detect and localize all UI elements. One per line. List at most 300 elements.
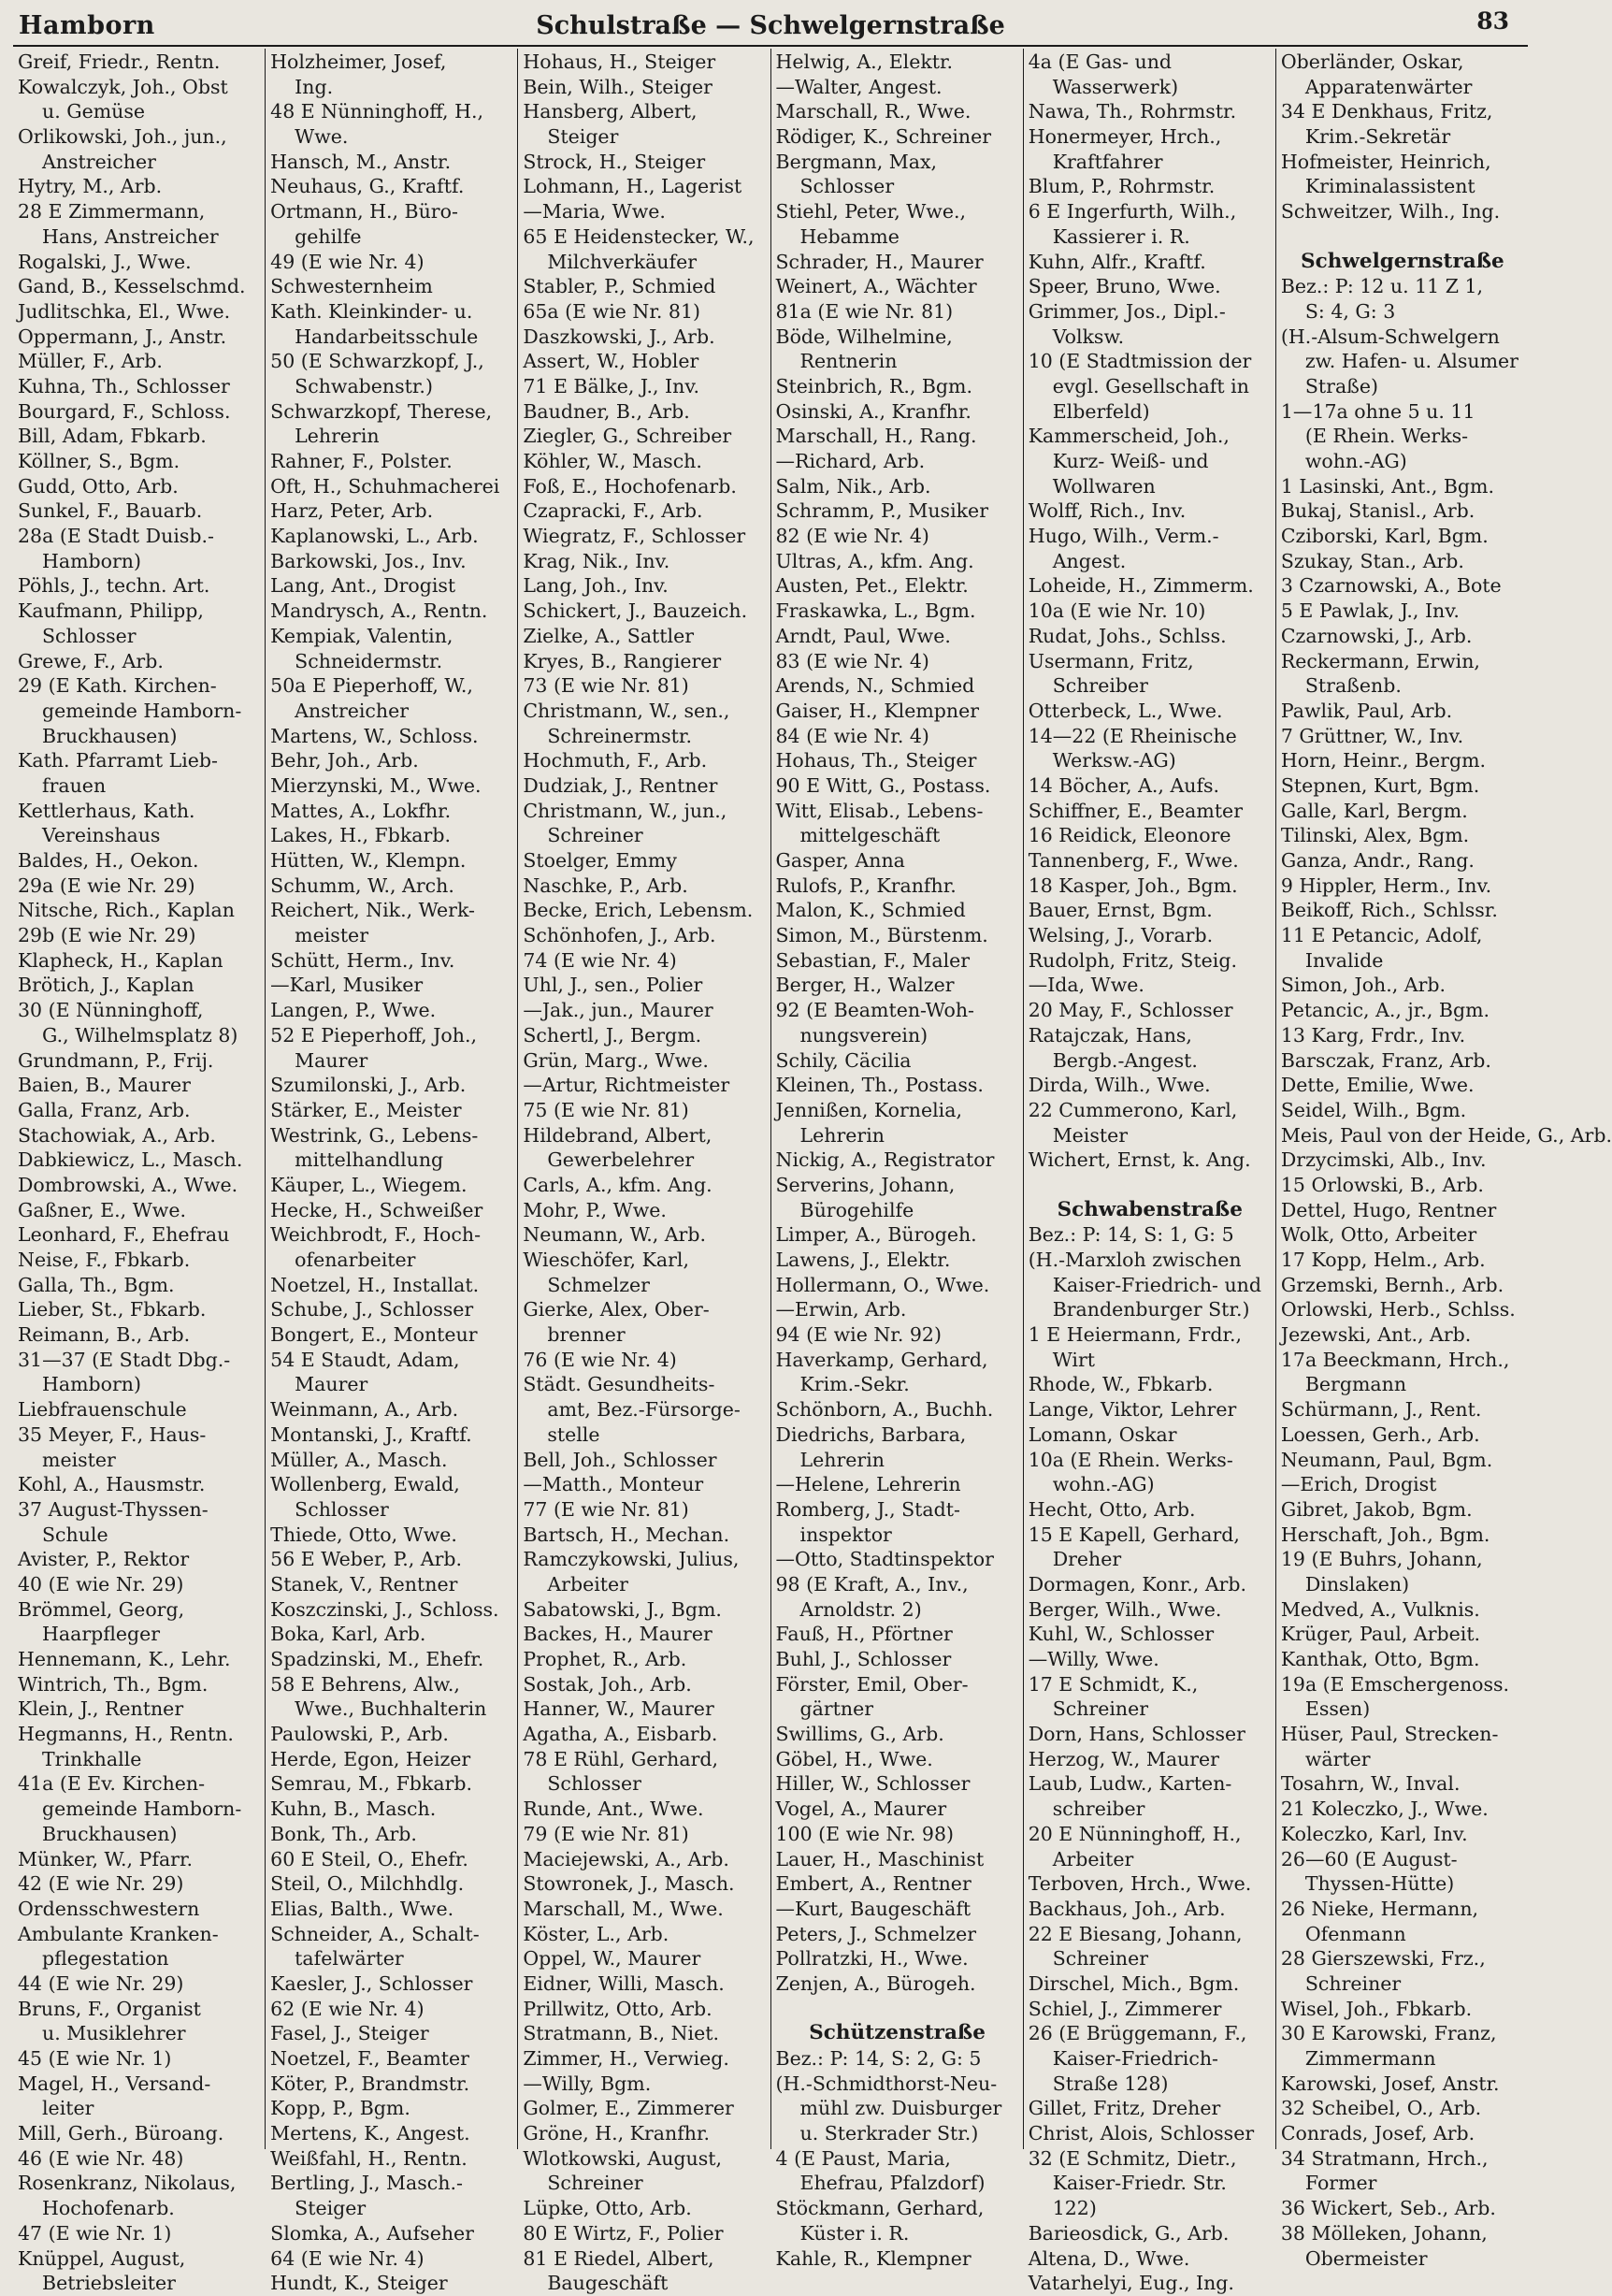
entry-continuation: Thyssen-Hütte) — [1304, 1872, 1455, 1896]
directory-entry: 26—60 (E August- — [1280, 1847, 1458, 1870]
directory-entry: Stratmann, B., Niet. — [523, 2022, 719, 2045]
directory-entry: 48 E Nünninghoff, H., — [270, 100, 484, 123]
entry-continuation: 122) — [1052, 2197, 1097, 2220]
directory-entry: Rahner, F., Polster. — [270, 450, 453, 472]
directory-entry: Herschaft, Joh., Bgm. — [1280, 1523, 1490, 1546]
directory-entry: Ambulante Kranken- — [18, 1922, 219, 1945]
directory-entry: Maciejewski, A., Arb. — [523, 1847, 729, 1870]
entry-continuation: Schreiner — [1304, 1971, 1402, 1995]
directory-entry: Bill, Adam, Fbkarb. — [18, 425, 207, 448]
directory-entry: Dabkiewicz, L., Masch. — [18, 1148, 243, 1172]
directory-entry: Wolff, Rich., Inv. — [1028, 499, 1187, 523]
directory-entry: Swillims, G., Arb. — [775, 1723, 944, 1746]
directory-entry: Sebastian, F., Maler — [775, 948, 971, 972]
directory-entry: Kammerscheid, Joh., — [1028, 425, 1230, 448]
directory-entry: Schube, J., Schlosser — [270, 1298, 474, 1321]
directory-entry: Ortmann, H., Büro- — [270, 200, 458, 224]
entry-continuation: Straße) — [1304, 374, 1378, 397]
directory-entry: 22 E Biesang, Johann, — [1028, 1922, 1243, 1945]
entry-continuation: Angest. — [1052, 549, 1127, 572]
directory-entry: 18 Kasper, Joh., Bgm. — [1028, 874, 1238, 897]
directory-entry: Bongert, E., Monteur — [270, 1323, 478, 1347]
entry-continuation: Maurer — [295, 1048, 368, 1072]
entry-continuation: Kaiser-Friedrich- und — [1052, 1273, 1262, 1296]
entry-continuation: Trinkhalle — [42, 1747, 142, 1770]
directory-entry: —Willy, Wwe. — [1028, 1648, 1159, 1670]
directory-entry: Förster, Emil, Ober- — [775, 1672, 969, 1696]
directory-entry: Lang, Joh., Inv. — [523, 574, 669, 598]
directory-entry: Herzog, W., Maurer — [1028, 1747, 1219, 1770]
directory-entry: 14 Böcher, A., Aufs. — [1028, 773, 1220, 797]
directory-entry: 80 E Wirtz, F., Polier — [523, 2221, 724, 2245]
directory-entry: Weichbrodt, F., Hoch- — [270, 1223, 482, 1247]
directory-entry: Barieosdick, G., Arb. — [1028, 2221, 1230, 2245]
directory-entry: 65 E Heidenstecker, W., — [523, 224, 755, 248]
directory-entry: Terboven, Hrch., Wwe. — [1028, 1872, 1252, 1896]
directory-entry: Dettel, Hugo, Rentner — [1280, 1198, 1497, 1221]
directory-entry: Czarnowski, J., Arb. — [1280, 624, 1473, 647]
directory-entry: Wollenberg, Ewald, — [270, 1473, 460, 1496]
directory-entry: Grimmer, Jos., Dipl.- — [1028, 299, 1226, 323]
entry-continuation: Brandenburger Str.) — [1052, 1298, 1250, 1321]
directory-entry: 20 May, F., Schlosser — [1028, 999, 1233, 1022]
directory-entry: 20 E Nünninghoff, H., — [1028, 1822, 1242, 1845]
directory-entry: Hansberg, Albert, — [523, 100, 698, 123]
directory-entry: Ziegler, G., Schreiber — [523, 425, 732, 448]
directory-entry: Weinmann, A., Arb. — [270, 1398, 459, 1422]
entry-continuation: Haarpfleger — [42, 1623, 161, 1646]
entry-continuation: Steiger — [295, 2197, 367, 2220]
directory-entry: Hochmuth, F., Arb. — [523, 749, 708, 773]
directory-entry: Kuhna, Th., Schlosser — [18, 374, 230, 397]
directory-entry: Kuhn, B., Masch. — [270, 1798, 437, 1821]
directory-entry: Noetzel, F., Beamter — [270, 2047, 469, 2070]
directory-entry: Kettlerhaus, Kath. — [18, 799, 195, 822]
directory-entry: Marschall, M., Wwe. — [523, 1897, 724, 1920]
directory-entry: 77 (E wie Nr. 81) — [523, 1497, 689, 1521]
directory-entry: Wiegratz, F., Schlosser — [523, 525, 746, 548]
entry-continuation: frauen — [42, 773, 107, 797]
directory-entry: Leonhard, F., Ehefrau — [18, 1223, 230, 1247]
entry-continuation: amt, Bez.-Fürsorge- — [547, 1398, 741, 1422]
entry-continuation: Kaiser-Friedrich- — [1052, 2047, 1218, 2070]
directory-entry: Wintrich, Th., Bgm. — [18, 1672, 209, 1696]
directory-entry: 34 E Denkhaus, Fritz, — [1280, 100, 1493, 123]
directory-entry: 36 Wickert, Seb., Arb. — [1280, 2197, 1496, 2220]
directory-entry: Rulofs, P., Kranfhr. — [775, 874, 957, 897]
directory-entry: Städt. Gesundheits- — [523, 1373, 715, 1396]
directory-entry: Blum, P., Rohrmstr. — [1028, 175, 1216, 198]
directory-entry: Schumm, W., Arch. — [270, 874, 454, 897]
directory-columns — [13, 49, 1612, 2295]
directory-entry: Hütten, W., Klempn. — [270, 849, 467, 872]
entry-continuation: brenner — [547, 1323, 626, 1347]
directory-entry: Böde, Wilhelmine, — [775, 325, 953, 348]
directory-entry: Paulowski, P., Arb. — [270, 1723, 449, 1746]
column-1 — [13, 49, 265, 2295]
directory-entry: Stowronek, J., Masch. — [523, 1872, 735, 1896]
directory-entry: Avister, P., Rektor — [18, 1548, 190, 1571]
directory-entry: Pollratzki, H., Wwe. — [775, 1947, 969, 1971]
directory-entry: Fraskawka, L., Bgm. — [775, 599, 976, 623]
directory-entry: 19a (E Emschergenoss. — [1280, 1672, 1510, 1696]
directory-entry: Oberländer, Oskar, — [1280, 51, 1464, 73]
directory-entry: Schönhofen, J., Arb. — [523, 924, 716, 947]
directory-entry: Schweitzer, Wilh., Ing. — [1280, 200, 1501, 224]
directory-entry: Haverkamp, Gerhard, — [775, 1348, 988, 1371]
directory-entry: 79 (E wie Nr. 81) — [523, 1822, 689, 1845]
directory-entry: Semrau, M., Fbkarb. — [270, 1772, 473, 1796]
directory-entry: Slomka, A., Aufseher — [270, 2221, 474, 2245]
directory-entry: Baudner, B., Arb. — [523, 399, 690, 423]
directory-entry: Gaiser, H., Klempner — [775, 699, 980, 722]
directory-entry: Petancic, A., jr., Bgm. — [1280, 999, 1490, 1022]
directory-entry: 100 (E wie Nr. 98) — [775, 1822, 954, 1845]
directory-entry: Schönborn, A., Buchh. — [775, 1398, 994, 1422]
entry-continuation: Schneidermstr. — [295, 649, 443, 672]
directory-entry: Knüppel, August, — [18, 2246, 186, 2270]
directory-entry: Köter, P., Brandmstr. — [270, 2072, 470, 2095]
entry-continuation: Kassierer i. R. — [1052, 224, 1190, 248]
directory-entry: Münker, W., Pfarr. — [18, 1847, 194, 1870]
directory-entry: Serverins, Johann, — [775, 1173, 956, 1196]
directory-entry: Harz, Peter, Arb. — [270, 499, 434, 523]
directory-entry: Stiehl, Peter, Wwe., — [775, 200, 967, 224]
directory-entry: Westrink, G., Lebens- — [270, 1123, 479, 1147]
directory-entry: 1 E Heiermann, Frdr., — [1028, 1323, 1243, 1347]
directory-entry: (H.-Alsum-Schwelgern — [1280, 325, 1500, 348]
directory-entry: 78 E Rühl, Gerhard, — [523, 1747, 719, 1770]
entry-continuation: Straße 128) — [1052, 2072, 1169, 2095]
directory-entry: 94 (E wie Nr. 92) — [775, 1323, 942, 1347]
entry-continuation: Meister — [1052, 1123, 1129, 1147]
directory-entry: 30 (E Nünninghoff, — [18, 999, 204, 1022]
column-6 — [1275, 49, 1612, 2270]
directory-entry: —Matth., Monteur — [523, 1473, 704, 1496]
directory-entry: Diedrichs, Barbara, — [775, 1422, 967, 1446]
entry-continuation: Wollwaren — [1052, 474, 1156, 498]
entry-continuation: wohn.-AG) — [1052, 1473, 1155, 1496]
directory-entry: Kempiak, Valentin, — [270, 624, 453, 647]
directory-entry: Kuhn, Alfr., Kraftf. — [1028, 250, 1206, 273]
entry-continuation: Lehrerin — [799, 1448, 885, 1471]
column-2 — [265, 49, 517, 2295]
entry-continuation: Obermeister — [1304, 2246, 1428, 2270]
directory-entry: Ultras, A., kfm. Ang. — [775, 549, 974, 572]
entry-continuation: schreiber — [1052, 1798, 1145, 1821]
directory-entry: Köster, L., Arb. — [523, 1922, 669, 1945]
entry-continuation: Bergb.-Angest. — [1052, 1048, 1198, 1072]
entry-continuation: wohn.-AG) — [1304, 450, 1407, 472]
directory-entry: —Ida, Wwe. — [1028, 974, 1144, 997]
directory-entry: Ordensschwestern — [18, 1897, 200, 1920]
entry-continuation: Hamborn) — [42, 1373, 142, 1396]
directory-entry: Oft, H., Schuhmacherei — [270, 474, 500, 498]
entry-continuation: Hamborn) — [42, 549, 142, 572]
directory-entry: Hohaus, H., Steiger — [523, 51, 716, 73]
entry-continuation: mühl zw. Duisburger — [799, 2097, 1002, 2120]
directory-entry: Prophet, R., Arb. — [523, 1648, 687, 1670]
entry-continuation: Bruckhausen) — [42, 1822, 178, 1845]
directory-entry: Nawa, Th., Rohrmstr. — [1028, 100, 1237, 123]
directory-entry: 32 (E Schmitz, Dietr., — [1028, 2146, 1237, 2170]
directory-entry: 21 Koleczko, J., Wwe. — [1280, 1798, 1489, 1821]
directory-entry: Osinski, A., Kranfhr. — [775, 399, 972, 423]
entry-continuation: Lehrerin — [799, 1123, 885, 1147]
directory-entry: Tosahrn, W., Inval. — [1280, 1772, 1461, 1796]
directory-entry: Christmann, W., jun., — [523, 799, 727, 822]
entry-continuation: Baugeschäft — [547, 2272, 669, 2295]
directory-entry: Becke, Erich, Lebensm. — [523, 899, 754, 922]
directory-entry: Gaßner, E., Wwe. — [18, 1198, 186, 1221]
directory-entry: 7 Grüttner, W., Inv. — [1280, 724, 1464, 747]
directory-entry: Prillwitz, Otto, Arb. — [523, 1997, 712, 2020]
directory-entry: Bez.: P: 14, S: 2, G: 5 — [775, 2047, 982, 2070]
directory-entry: 71 E Bälke, J., Inv. — [523, 374, 699, 397]
directory-entry: Bukaj, Stanisl., Arb. — [1280, 499, 1475, 523]
entry-continuation: Kaiser-Friedr. Str. — [1052, 2172, 1227, 2195]
directory-entry: Stachowiak, A., Arb. — [18, 1123, 216, 1147]
spacer — [1281, 224, 1524, 250]
directory-entry: 45 (E wie Nr. 1) — [18, 2047, 172, 2070]
directory-entry: Koszczinski, J., Schloss. — [270, 1597, 499, 1621]
directory-entry: Sabatowski, J., Bgm. — [523, 1597, 722, 1621]
directory-entry: 82 (E wie Nr. 4) — [775, 525, 929, 548]
directory-entry: Malon, K., Schmied — [775, 899, 966, 922]
directory-entry: 75 (E wie Nr. 81) — [523, 1098, 689, 1121]
directory-entry: Orlikowski, Joh., jun., — [18, 125, 227, 149]
directory-entry: Bein, Wilh., Steiger — [523, 75, 712, 98]
directory-entry: Stabler, P., Schmied — [523, 275, 716, 298]
directory-entry: 81 E Riedel, Albert, — [523, 2246, 714, 2270]
directory-entry: Berger, Wilh., Wwe. — [1028, 1597, 1222, 1621]
directory-entry: Zimmer, H., Verwieg. — [523, 2047, 729, 2070]
directory-entry: Oppel, W., Maurer — [523, 1947, 701, 1971]
directory-entry: Laub, Ludw., Karten- — [1028, 1772, 1232, 1796]
directory-entry: —Erich, Drogist — [1280, 1473, 1437, 1496]
directory-entry: Karowski, Josef, Anstr. — [1280, 2072, 1500, 2095]
directory-entry: 50a E Pieperhoff, W., — [270, 674, 473, 698]
directory-entry: Bez.: P: 14, S: 1, G: 5 — [1028, 1223, 1234, 1247]
directory-entry: Rödiger, K., Schreiner — [775, 125, 992, 149]
street-heading: Schwelgernstraße — [1301, 249, 1504, 273]
directory-entry: 38 Mölleken, Johann, — [1280, 2221, 1488, 2245]
entry-continuation: gemeinde Hamborn- — [42, 699, 242, 722]
directory-entry: Mill, Gerh., Büroang. — [18, 2122, 224, 2145]
directory-entry: Stärker, E., Meister — [270, 1098, 462, 1121]
directory-entry: Strock, H., Steiger — [523, 150, 706, 173]
directory-entry: Galla, Franz, Arb. — [18, 1098, 191, 1121]
directory-entry: Käuper, L., Wiegem. — [270, 1173, 468, 1196]
directory-entry: Medved, A., Vulknis. — [1280, 1597, 1480, 1621]
directory-entry: Schütt, Herm., Inv. — [270, 948, 455, 972]
directory-entry: (H.-Schmidthorst-Neu- — [775, 2072, 998, 2095]
directory-entry: Neuhaus, G., Kraftf. — [270, 175, 465, 198]
directory-entry: 14—22 (E Rheinische — [1028, 724, 1237, 747]
directory-entry: Bruns, F., Organist — [18, 1997, 201, 2020]
directory-entry: 15 Orlowski, B., Arb. — [1280, 1173, 1484, 1196]
directory-entry: 30 E Karowski, Franz, — [1280, 2022, 1497, 2045]
spacer — [776, 1997, 1019, 2022]
directory-entry: 4a (E Gas- und — [1028, 51, 1173, 73]
entry-continuation: Schreiner — [1052, 1947, 1149, 1971]
directory-entry: Klein, J., Rentner — [18, 1697, 184, 1721]
directory-entry: Assert, W., Hobler — [523, 350, 699, 373]
directory-entry: Buhl, J., Schlosser — [775, 1648, 952, 1670]
directory-entry: —Karl, Musiker — [270, 974, 424, 997]
header-rule — [13, 45, 1528, 47]
entry-continuation: Krim.-Sekr. — [799, 1373, 910, 1396]
directory-entry: Dormagen, Konr., Arb. — [1028, 1572, 1247, 1596]
directory-entry: Golmer, E., Zimmerer — [523, 2097, 734, 2120]
directory-entry: Grzemski, Bernh., Arb. — [1280, 1273, 1504, 1296]
directory-entry: Kaplanowski, L., Arb. — [270, 525, 479, 548]
directory-entry: Daszkowski, J., Arb. — [523, 325, 715, 348]
directory-entry: Schwarzkopf, Therese, — [270, 399, 493, 423]
entry-continuation: mittelhandlung — [295, 1148, 444, 1172]
directory-entry: Salm, Nik., Arb. — [775, 474, 931, 498]
entry-continuation: Steiger — [547, 125, 619, 149]
directory-entry: Kleinen, Th., Postass. — [775, 1074, 984, 1097]
directory-entry: Mierzynski, M., Wwe. — [270, 773, 482, 797]
directory-entry: 10 (E Stadtmission der — [1028, 350, 1252, 373]
directory-entry: Brötich, J., Kaplan — [18, 974, 194, 997]
entry-continuation: Schmelzer — [547, 1273, 650, 1296]
directory-entry: Rudolph, Fritz, Steig. — [1028, 948, 1237, 972]
entry-continuation: Dinslaken) — [1304, 1572, 1410, 1596]
directory-entry: Seidel, Wilh., Bgm. — [1280, 1098, 1467, 1121]
directory-entry: 37 August-Thyssen- — [18, 1497, 209, 1521]
directory-entry: Carls, A., kfm. Ang. — [523, 1173, 712, 1196]
entry-continuation: G., Wilhelmsplatz 8) — [42, 1023, 238, 1047]
directory-entry: 50 (E Schwarzkopf, J., — [270, 350, 484, 373]
entry-continuation: u. Gemüse — [42, 100, 146, 123]
directory-entry: Greif, Friedr., Rentn. — [18, 51, 221, 73]
entry-continuation: Kraftfahrer — [1052, 150, 1163, 173]
directory-entry: Schrader, H., Maurer — [775, 250, 984, 273]
entry-continuation: Arnoldstr. 2) — [799, 1597, 922, 1621]
entry-continuation: Vereinshaus — [42, 824, 161, 847]
directory-entry: Lang, Ant., Drogist — [270, 574, 456, 598]
directory-entry: 54 E Staudt, Adam, — [270, 1348, 460, 1371]
directory-entry: Hiller, W., Schlosser — [775, 1772, 971, 1796]
entry-continuation: Krim.-Sekretär — [1304, 125, 1451, 149]
directory-entry: Liebfrauenschule — [18, 1398, 187, 1422]
entry-continuation: mittelgeschäft — [799, 824, 941, 847]
entry-continuation: Kriminalassistent — [1304, 175, 1475, 198]
directory-entry: Magel, H., Versand- — [18, 2072, 211, 2095]
directory-entry: —Artur, Richtmeister — [523, 1074, 730, 1097]
column-3 — [517, 49, 770, 2295]
directory-entry: Schiel, J., Zimmerer — [1028, 1997, 1222, 2020]
directory-entry: 90 E Witt, G., Postass. — [775, 773, 991, 797]
directory-entry: Vatarhelyi, Eug., Ing. — [1028, 2272, 1234, 2295]
entry-continuation: Schlosser — [42, 624, 137, 647]
directory-entry: Dombrowski, A., Wwe. — [18, 1173, 238, 1196]
directory-entry: Hecke, H., Schweißer — [270, 1198, 483, 1221]
directory-entry: Backhaus, Joh., Arb. — [1028, 1897, 1226, 1920]
directory-entry: 29 (E Kath. Kirchen- — [18, 674, 217, 698]
directory-entry: 29b (E wie Nr. 29) — [18, 924, 196, 947]
entry-continuation: Straßenb. — [1304, 674, 1402, 698]
directory-entry: Arndt, Paul, Wwe. — [775, 624, 951, 647]
directory-entry: Ganza, Andr., Rang. — [1280, 849, 1475, 872]
directory-entry: Hundt, K., Steiger — [270, 2272, 448, 2295]
entry-continuation: Ehefrau, Pfalzdorf) — [799, 2172, 986, 2195]
entry-continuation: Betriebsleiter — [42, 2272, 176, 2295]
directory-entry: Loheide, H., Zimmerm. — [1028, 574, 1254, 598]
directory-entry: Pöhls, J., techn. Art. — [18, 574, 210, 598]
directory-entry: Grewe, F., Arb. — [18, 649, 164, 672]
directory-entry: Berger, H., Walzer — [775, 974, 955, 997]
directory-entry: Fasel, J., Steiger — [270, 2022, 429, 2045]
directory-entry: Bell, Joh., Schlosser — [523, 1448, 717, 1471]
directory-entry: Hennemann, K., Lehr. — [18, 1648, 231, 1670]
directory-entry: 1 Lasinski, Ant., Bgm. — [1280, 474, 1495, 498]
entry-continuation: inspektor — [799, 1523, 892, 1546]
directory-entry: Hofmeister, Heinrich, — [1280, 150, 1491, 173]
directory-entry: Weißfahl, H., Rentn. — [270, 2146, 468, 2170]
directory-entry: Mertens, K., Angest. — [270, 2122, 470, 2145]
directory-entry: Conrads, Josef, Arb. — [1280, 2122, 1475, 2145]
directory-entry: Köllner, S., Bgm. — [18, 450, 180, 472]
directory-entry: Gand, B., Kesselschmd. — [18, 275, 246, 298]
directory-entry: —Maria, Wwe. — [523, 200, 666, 224]
directory-entry: Göbel, H., Wwe. — [775, 1747, 933, 1770]
directory-entry: —Richard, Arb. — [775, 450, 926, 472]
directory-entry: Austen, Pet., Elektr. — [775, 574, 969, 598]
entry-continuation: Bergmann — [1304, 1373, 1407, 1396]
directory-entry: Reimann, B., Arb. — [18, 1323, 191, 1347]
entry-continuation: Schreiner — [1052, 1697, 1149, 1721]
directory-entry: Rhode, W., Fbkarb. — [1028, 1373, 1214, 1396]
header-district: Hamborn — [19, 11, 155, 40]
directory-entry: Embert, A., Rentner — [775, 1872, 972, 1896]
directory-entry: Neise, F., Fbkarb. — [18, 1249, 191, 1271]
directory-entry: 13 Karg, Frdr., Inv. — [1280, 1023, 1466, 1047]
entry-continuation: Milchverkäufer — [547, 250, 698, 273]
directory-entry: Kaesler, J., Schlosser — [270, 1971, 473, 1995]
directory-entry: Thiede, Otto, Wwe. — [270, 1523, 457, 1546]
entry-continuation: Schule — [42, 1523, 108, 1546]
directory-entry: Kanthak, Otto, Bgm. — [1280, 1648, 1480, 1670]
directory-entry: —Erwin, Arb. — [775, 1298, 907, 1321]
directory-entry: Lange, Viktor, Lehrer — [1028, 1398, 1237, 1422]
directory-entry: 17 Kopp, Helm., Arb. — [1280, 1249, 1486, 1271]
entry-continuation: Invalide — [1304, 948, 1384, 972]
directory-entry: Foß, E., Hochofenarb. — [523, 474, 737, 498]
directory-entry: Martens, W., Schloss. — [270, 724, 479, 747]
directory-entry: 92 (E Beamten-Woh- — [775, 999, 974, 1022]
entry-continuation: Schreinermstr. — [547, 724, 692, 747]
directory-entry: 46 (E wie Nr. 48) — [18, 2146, 184, 2170]
directory-entry: Kath. Pfarramt Lieb- — [18, 749, 218, 773]
entry-continuation: leiter — [42, 2097, 94, 2120]
directory-entry: Lohmann, H., Lagerist — [523, 175, 742, 198]
directory-entry: 9 Hippler, Herm., Inv. — [1280, 874, 1492, 897]
directory-entry: —Kurt, Baugeschäft — [775, 1897, 972, 1920]
directory-entry: 10a (E wie Nr. 10) — [1028, 599, 1206, 623]
entry-continuation: Handarbeitsschule — [295, 325, 479, 348]
directory-entry: Altena, D., Wwe. — [1028, 2246, 1190, 2270]
directory-entry: Gasper, Anna — [775, 849, 905, 872]
entry-continuation: zw. Hafen- u. Alsumer — [1304, 350, 1518, 373]
directory-entry: Hüser, Paul, Strecken- — [1280, 1723, 1499, 1746]
directory-entry: Bartsch, H., Mechan. — [523, 1523, 730, 1546]
entry-continuation: u. Musiklehrer — [42, 2022, 186, 2045]
directory-entry: Galla, Th., Bgm. — [18, 1273, 175, 1296]
directory-entry: Sunkel, F., Bauarb. — [18, 499, 203, 523]
